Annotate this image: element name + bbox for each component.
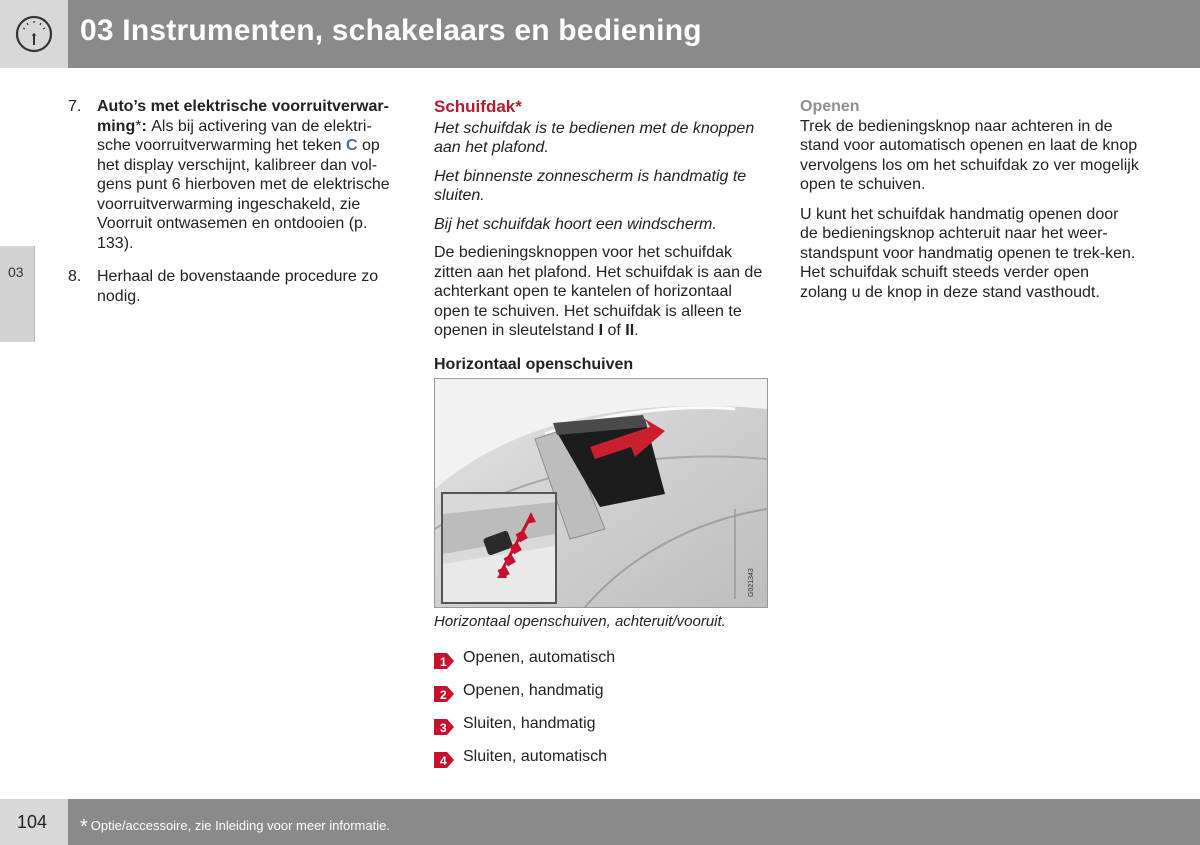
callout-2-icon [434,684,454,704]
page-header [0,0,1200,68]
openen-heading: Openen [800,98,860,115]
callout-3-number: 3 [440,721,447,735]
intro-line-1: Het schuifdak is te bedienen met de knoppen aan het plafond. [434,119,755,156]
body-paragraph [434,243,768,341]
callout-2-number: 2 [440,688,447,702]
legend-item-3 [434,708,768,741]
callout-4-number: 4 [440,754,447,768]
legend-label: Openen, handmatig [463,682,604,700]
column-left [68,97,398,320]
list-item-8 [68,267,398,306]
legend-list [434,642,768,774]
speedometer-icon [14,14,54,54]
key-position-1: I [598,322,604,339]
footnote-text: Optie/accessoire, zie Inleiding voor meer informatie. [90,818,390,833]
column-right [800,97,1140,312]
item-heading: Auto’s met elektrische voorruitverwar-ming [97,98,389,135]
inset-panel [441,492,557,604]
openen-paragraph-2: U kunt het schuifdak handmatig openen door de bedieningsknop achteruit naar het weer-standspunt voor handmatig openen te trek-ken. Het schuifdak schuift steeds verder open zolang u de knop in deze stand vasthoudt. [800,205,1136,301]
legend-label: Sluiten, handmatig [463,715,596,733]
subsection-heading: Horizontaal openschuiven [434,355,634,373]
header-icon-box [0,0,68,68]
page-footer [0,799,1200,845]
callout-1-number: 1 [440,655,447,669]
key-letter-c: C [346,137,358,154]
page-number: 104 [17,812,48,832]
legend-label: Openen, automatisch [463,649,616,667]
item-number: 8. [68,268,82,285]
footnote [80,813,390,836]
intro-line-3: Bij het schuifdak hoort een windscherm. [434,215,717,233]
list-item-7 [68,97,398,253]
column-middle [434,97,768,774]
sunroof-illustration [434,378,768,608]
chapter-tab-label: 03 [8,264,24,280]
control-knob-drawing [443,494,555,602]
callout-3-icon [434,717,454,737]
section-title: Schuifdak* [434,97,522,116]
item-number: 7. [68,98,82,115]
callout-1-icon [434,651,454,671]
body-end: . [634,322,639,339]
legend-label: Sluiten, automatisch [463,748,608,766]
openen-paragraph-1: Trek de bedieningsknop naar achteren in de stand voor automatisch openen en laat de knop vervolgens los om het schuifdak zo ver mogelijk open te schuiven. [800,117,1139,193]
legend-item-1 [434,642,768,675]
intro-line-2: Het binnenste zonnescherm is handmatig te sluiten. [434,167,747,204]
body-text: De bedieningsknoppen voor het schuifdak zitten aan het plafond. Het schuifdak is aan de achterkant open te kantelen of horizontaal open te schuiven. Het schuifdak is alleen te openen in sleutelstand [434,244,763,339]
chapter-tab [0,246,35,342]
option-star: * [135,117,142,135]
body-or: of [603,322,626,339]
item-colon: : [141,117,152,135]
figure-code: G021343 [748,568,755,597]
item-text: Herhaal de bovenstaande procedure zo nodig. [97,268,379,305]
legend-item-2 [434,675,768,708]
page-title: 03 Instrumenten, schakelaars en bediening [80,14,702,47]
key-position-2: II [625,322,635,339]
footnote-star: * [80,816,88,838]
item-text-b: op het display verschijnt, kalibreer dan vol-gens punt 6 hierboven met de elektrische voorruitverwarming ingeschakeld, zie Voorruit ontwasemen en ontdooien (p. 133). [97,137,390,252]
item-text-a: Als bij activering van de elektri-sche voorruitverwarming het teken [97,117,372,154]
figure-caption: Horizontaal openschuiven, achteruit/vooruit. [434,613,726,630]
legend-item-4 [434,741,768,774]
page-number-box [0,799,68,845]
callout-4-icon [434,750,454,770]
